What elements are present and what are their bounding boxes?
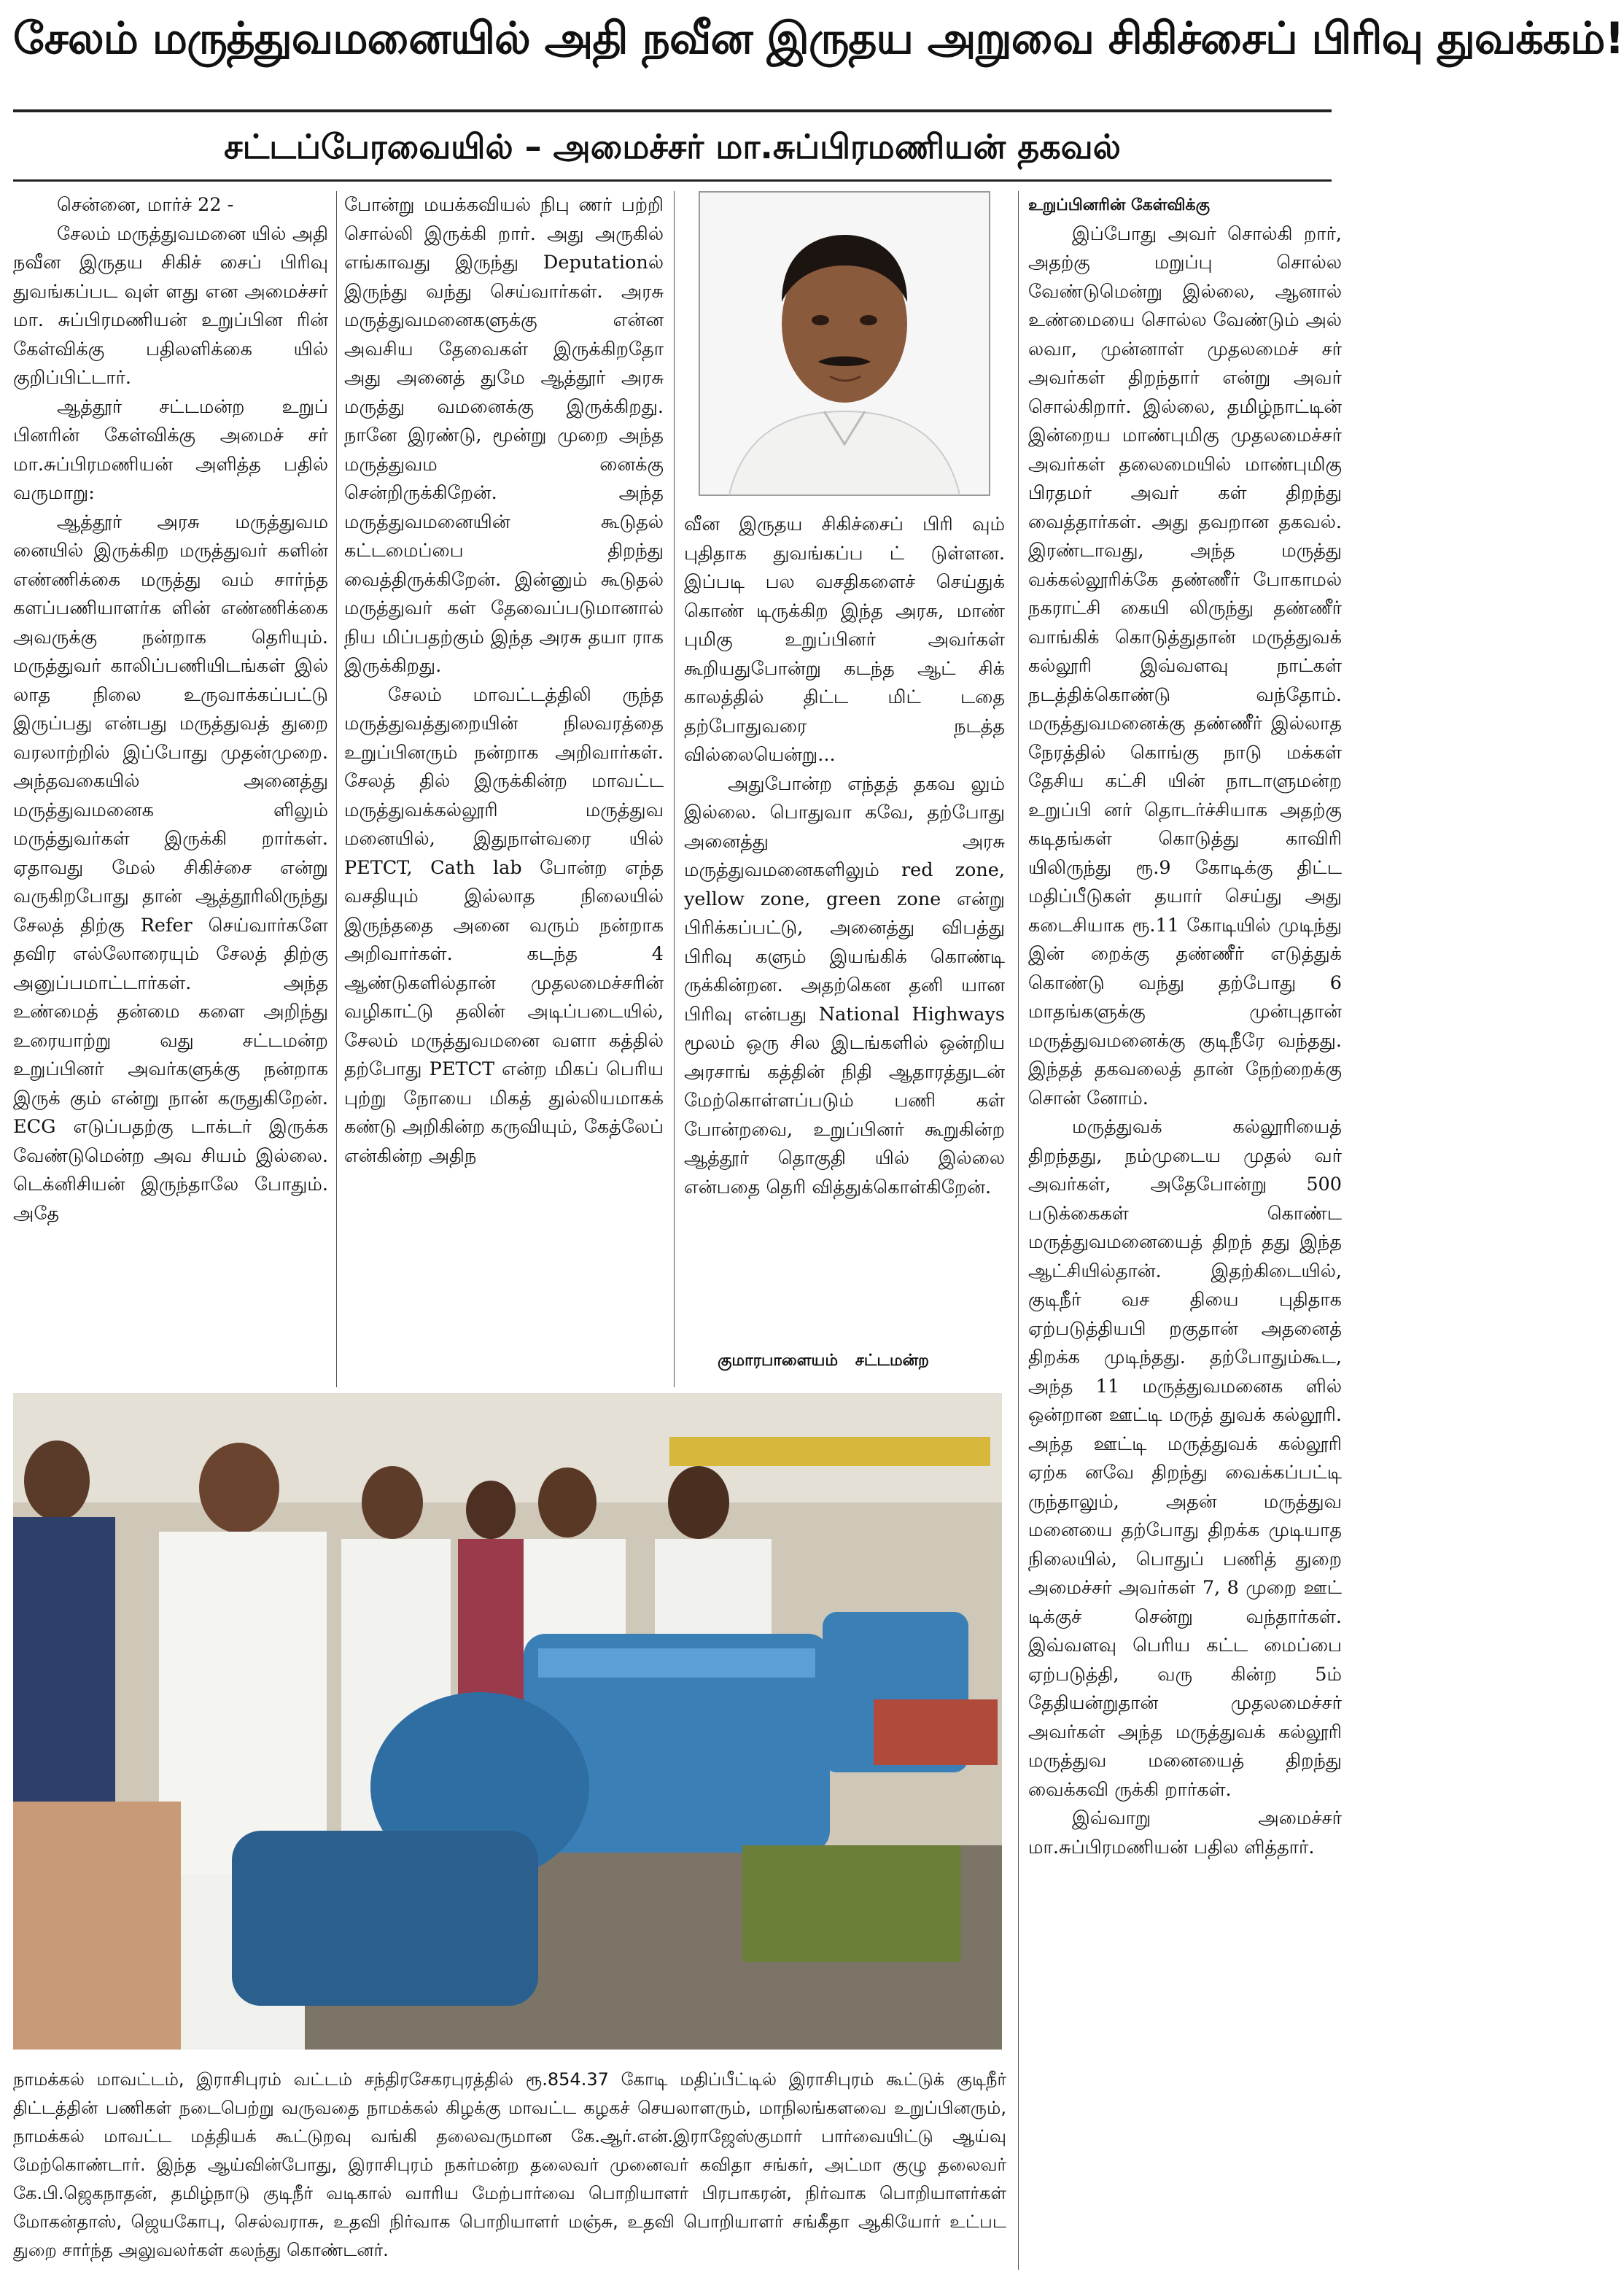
subheadline: சட்டப்பேரவையில் – அமைச்சர் மா.சுப்பிரமணியன் தகவல் — [224, 127, 1121, 166]
minister-portrait — [699, 191, 990, 496]
headline: சேலம் மருத்துவமனையில் அதி நவீன இருதய அறுவை சிகிச்சைப் பிரிவு துவக்கம்! — [13, 13, 1624, 64]
paragraph: இப்போது அவர் சொல்கி றார், அதற்கு மறுப்பு சொல்ல வேண்டுமென்று இல்லை, ஆனால் உண்மையை சொல்ல வேண்டும் அல் லவா, முன்னாள் முதலமைச் சர் அவர்கள் திறந்தார் என்று அவர் சொல்கிறார். இல்லை, தமிழ்நாட்டின் இன்றைய மாண்புமிகு முதலமைச்சர் அவர்கள் தலைமையில் மாண்புமிகு பிரதமர் அவர் கள் திறந்து வைத்தார்கள். அது தவறான தகவல். இரண்டாவது, அந்த மருத்து வக்கல்லூரிக்கே தண்ணீர் போகாமல் நகராட்சி கையி லிருந்து தண்ணீர் வாங்கிக் கொடுத்துதான் மருத்துவக் கல்லூரி இவ்வளவு நாட்கள் நடத்திக்கொண்டு வந்தோம். மருத்துவமனைக்கு தண்ணீர் இல்லாத நேரத்தில் கொங்கு நாடு மக்கள் தேசிய கட்சி யின் நாடாளுமன்ற உறுப்பி னர் தொடர்ச்சியாக அதற்கு கடிதங்கள் கொடுத்து காவிரி யிலிருந்து ரூ.9 கோடிக்கு திட்ட மதிப்பீடுகள் தயார் செய்து அது கடைசியாக ரூ.11 கோடியில் முடிந்து இன் றைக்கு தண்ணீர் எடுத்துக் கொண்டு வந்து தற்போது 6 மாதங்களுக்கு முன்புதான் மருத்துவமனைக்கு குடிநீரே வந்தது. இந்தத் தகவலைத் தான் நேற்றைக்கு சொன் னோம். — [1028, 222, 1342, 1109]
section-subheading: உறுப்பினரின் கேள்விக்கு — [1028, 196, 1211, 214]
article-column-2 — [344, 191, 664, 1387]
continuation-heading: குமாரபாளையம் சட்டமன்ற — [718, 1352, 929, 1370]
paragraph: சேலம் மருத்துவமனை யில் அதி நவீன இருதய சிகிச் சைப் பிரிவு துவங்கப்பட வுள் ளது என அமைச்சர் மா. சுப்பிரமணியன் உறுப்பின ரின் கேள்விக்கு பதிலளிக்கை யில் குறிப்பிட்டார். — [13, 222, 328, 389]
divider — [13, 109, 1332, 112]
paragraph: போன்று மயக்கவியல் நிபு ணர் பற்றி சொல்லி இருக்கி றார். அது அருகில் எங்காவது இருந்து Deputationல் இருந்து வந்து செய்வார்கள். அரசு மருத்துவமனைகளுக்கு என்ன அவசிய தேவைகள் இருக்கிறதோ அது அனைத் துமே ஆத்தூர் அரசு மருத்து வமனைக்கு இருக்கிறது. நானே இரண்டு, மூன்று முறை அந்த மருத்துவம னைக்கு சென்றிருக்கிறேன். அந்த மருத்துவமனையின் கூடுதல் கட்டமைப்பை திறந்து வைத்திருக்கிறேன். இன்னும் கூடுதல் மருத்துவர் கள் தேவைப்படுமானால் நிய மிப்பதற்கும் இந்த அரசு தயா ராக இருக்கிறது. — [344, 194, 664, 677]
inspection-photo — [13, 1393, 1002, 2050]
paragraph: மருத்துவக் கல்லூரியைத் திறந்தது, நம்முடைய முதல் வர் அவர்கள், அதேபோன்று 500 படுக்கைகள் கொண்ட மருத்துவமனையைத் திறந் தது இந்த ஆட்சியில்தான். இதற்கிடையில், குடிநீர் வச தியை புதிதாக ஏற்படுத்தியபி றகுதான் அதனைத் திறக்க முடிந்தது. தற்போதும்கூட, அந்த 11 மருத்துவமனைக ளில் ஒன்றான ஊட்டி மருத் துவக் கல்லூரி. அந்த ஊட்டி மருத்துவக் கல்லூரி ஏற்க னவே திறந்து வைக்கப்பட்டி ருந்தாலும், அதன் மருத்துவ மனையை தற்போது திறக்க முடியாத நிலையில், பொதுப் பணித் துறை அமைச்சர் அவர்கள் 7, 8 முறை ஊட் டிக்குச் சென்று வந்தார்கள். இவ்வளவு பெரிய கட்ட மைப்பை ஏற்படுத்தி, வரு கின்ற 5ம் தேதியன்றுதான் முதலமைச்சர் அவர்கள் அந்த மருத்துவக் கல்லூரி மருத்துவ மனையைத் திறந்து வைக்கவி ருக்கி றார்கள். — [1028, 1116, 1342, 1801]
photo-caption: நாமக்கல் மாவட்டம், இராசிபுரம் வட்டம் சந்திரசேகரபுரத்தில் ரூ.854.37 கோடி மதிப்பீட்டில் இராசிபுரம் கூட்டுக் குடிநீர் திட்டத்தின் பணிகள் நடைபெற்று வருவதை நாமக்கல் கிழக்கு மாவட்ட கழகச் செயலாளரும், மாநிலங்களவை உறுப்பினரும், நாமக்கல் மாவட்ட மத்தியக் கூட்டுறவு வங்கி தலைவருமான கே.ஆர்.என்.இராஜேஸ்குமார் பார்வையிட்டு ஆய்வு மேற்கொண்டார். இந்த ஆய்வின்போது, இராசிபுரம் நகர்மன்ற தலைவர் முனைவர் கவிதா சங்கர், அட்மா குழு தலைவர் கே.பி.ஜெகநாதன், தமிழ்நாடு குடிநீர் வடிகால் வாரிய மேற்பார்வை பொறியாளர் பிரபாகரன், நிர்வாக பொறியாளர்கள் மோகன்தாஸ், ஜெயகோபு, செல்வராசு, உதவி நிர்வாக பொறியாளர் மஞ்சு, உதவி பொறியாளர் சங்கீதா ஆகியோர் உட்பட துறை சார்ந்த அலுவலர்கள் கலந்து கொண்டனர். — [13, 2069, 1006, 2260]
article-column-4 — [1028, 191, 1342, 2270]
column-divider — [336, 191, 337, 1387]
paragraph: வீன இருதய சிகிச்சைப் பிரி வும் புதிதாக துவங்கப்ப ட் டுள்ளன. இப்படி பல வசதிகளைச் செய்துக் கொண் டிருக்கிற இந்த அரசு, மாண் புமிகு உறுப்பினர் அவர்கள் கூறியதுபோன்று கடந்த ஆட் சிக் காலத்தில் திட்ட மிட் டதை தற்போதுவரை நடத்த வில்லையென்று... — [684, 513, 1005, 766]
divider — [13, 179, 1332, 182]
column-divider — [1018, 191, 1019, 2270]
paragraph: இவ்வாறு அமைச்சர் மா.சுப்பிரமணியன் பதில ளித்தார். — [1028, 1807, 1342, 1858]
paragraph: சேலம் மாவட்டத்திலி ருந்த மருத்துவத்துறையின் நிலவரத்தை உறுப்பினரும் நன்றாக அறிவார்கள். சேலத் தில் இருக்கின்ற மாவட்ட மருத்துவக்கல்லூரி மருத்துவ மனையில், இதுநாள்வரை யில் PETCT, Cath lab போன்ற எந்த வசதியும் இல்லாத நிலையில் இருந்ததை அனை வரும் நன்றாக அறிவார்கள். கடந்த 4 ஆண்டுகளில்தான் முதலமைச்சரின் வழிகாட்டு தலின் அடிப்படையில், சேலம் மருத்துவமனை வளா கத்தில் தற்போது PETCT என்ற மிகப் பெரிய புற்று நோயை மிகத் துல்லியமாகக் கண்டு அறிகின்ற கருவியும், கேத்லேப் என்கின்ற அதிந — [344, 683, 664, 1167]
article-column-3 — [684, 511, 1005, 1342]
column-divider — [674, 191, 675, 1387]
article-column-1 — [13, 191, 328, 1387]
portrait-image — [700, 193, 989, 495]
photo-image — [13, 1393, 1002, 2050]
paragraph: ஆத்தூர் அரசு மருத்துவம னையில் இருக்கிற மருத்துவர் களின் எண்ணிக்கை மருத்து வம் சார்ந்த களப்பணியாளர்க ளின் எண்ணிக்கை அவருக்கு நன்றாக தெரியும். மருத்துவர் காலிப்பணியிடங்கள் இல் லாத நிலை உருவாக்கப்பட்டு இருப்பது என்பது மருத்துவத் துறை வரலாற்றில் இப்போது முதன்முறை. அந்தவகையில் அனைத்து மருத்துவமனைக ளிலும் மருத்துவர்கள் இருக்கி றார்கள். ஏதாவது மேல் சிகிச்சை என்று வருகிறபோது தான் ஆத்தூரிலிருந்து சேலத் திற்கு Refer செய்வார்களே தவிர எல்லோரையும் சேலத் திற்கு அனுப்பமாட்டார்கள். அந்த உண்மைத் தன்மை களை அறிந்து உரையாற்று வது சட்டமன்ற உறுப்பினர் அவர்களுக்கு நன்றாக இருக் கும் என்று நான் கருதுகிறேன். ECG எடுப்பதற்கு டாக்டர் இருக்க வேண்டுமென்ற அவ சியம் இல்லை. டெக்னிசியன் இருந்தாலே போதும். அதே — [13, 511, 328, 1225]
dateline: சென்னை, மார்ச் 22 - — [57, 194, 234, 216]
paragraph: அதுபோன்ற எந்தத் தகவ லும் இல்லை. பொதுவா கவே, தற்போது அனைத்து அரசு மருத்துவமனைகளிலும் red zone, yellow zone, green zone என்று பிரிக்கப்பட்டு, அனைத்து விபத்து பிரிவு களும் இயங்கிக் கொண்டி ருக்கின்றன. அதற்கென தனி யான பிரிவு என்பது National Highways மூலம் ஒரு சில இடங்களில் ஒன்றிய அரசாங் கத்தின் நிதி ஆதாரத்துடன் மேற்கொள்ளப்படும் பணி கள் போன்றவை, உறுப்பினர் கூறுகின்ற ஆத்தூர் தொகுதி யில் இல்லை என்பதை தெரி வித்துக்கொள்கிறேன். — [684, 772, 1005, 1198]
paragraph: ஆத்தூர் சட்டமன்ற உறுப் பினரின் கேள்விக்கு அமைச் சர் மா.சுப்பிரமணியன் அளித்த பதில் வருமாறு: — [13, 395, 328, 504]
